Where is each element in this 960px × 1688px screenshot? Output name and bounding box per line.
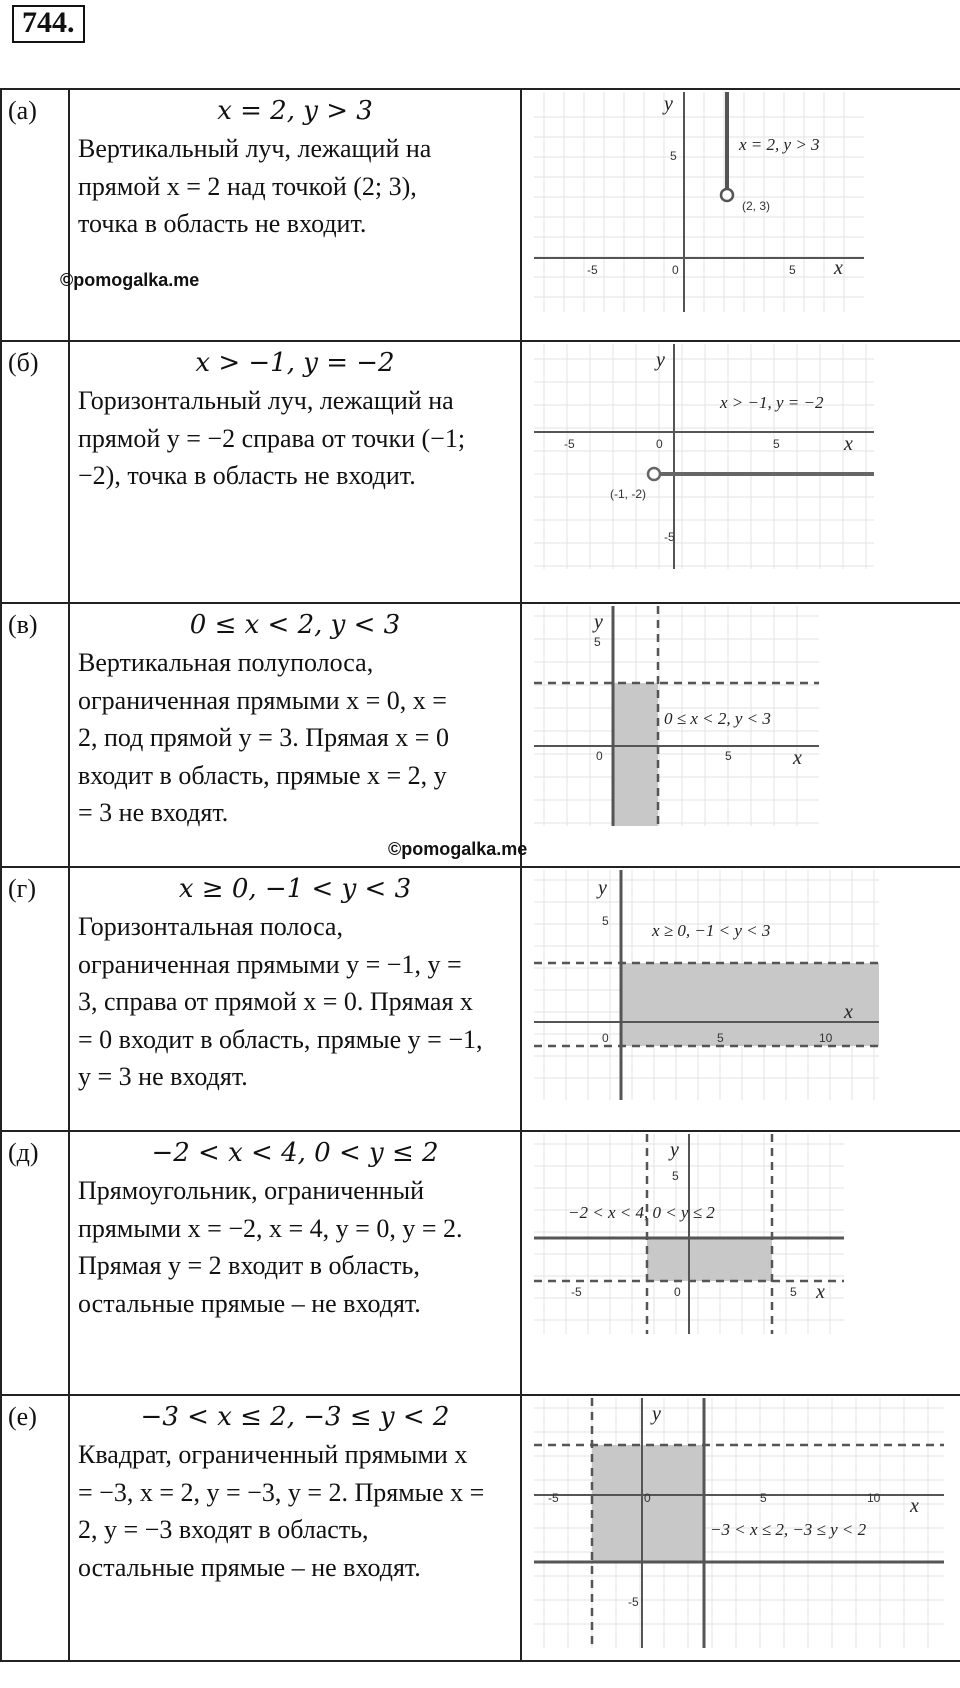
- y-axis-label: y: [670, 1139, 679, 1161]
- tick-label: 5: [670, 149, 677, 163]
- y-axis-label: y: [598, 877, 607, 899]
- x-axis-label: x: [844, 1001, 853, 1023]
- graph-caption: −3 < x ≤ 2, −3 ≤ y < 2: [710, 1520, 867, 1539]
- row-label: (е): [1, 1395, 69, 1661]
- tick-label: -5: [628, 1595, 639, 1609]
- row-label: (г): [1, 867, 69, 1131]
- row-equation: −3 < x ≤ 2, −3 ≤ y < 2: [140, 1402, 450, 1432]
- row-description: Горизонтальный луч, лежащий на прямой y = −2 справа от точки (−1; −2), точка в область не входит.: [78, 386, 466, 490]
- row-text: [69, 1395, 521, 1661]
- row-description: Квадрат, ограниченный прямыми x = −3, x = 2, y = −3, y = 2. Прямые x = 2, y = −3 входят в область, остальные прямые – не входят.: [78, 1440, 485, 1582]
- table-row: [1, 341, 960, 603]
- tick-label: 10: [819, 1031, 833, 1045]
- solutions-table: [0, 88, 960, 1662]
- row-description: Горизонтальная полоса, ограниченная прямыми y = −1, y = 3, справа от прямой x = 0. Прямая x = 0 входит в область, прямые y = −1, y = 3 не входят.: [78, 912, 483, 1091]
- tick-label: 0: [672, 263, 679, 277]
- tick-label: -5: [587, 263, 598, 277]
- tick-label: 0: [656, 437, 663, 451]
- row-text: [60, 89, 521, 341]
- tick-label: 0: [674, 1285, 681, 1299]
- x-axis-label: x: [844, 433, 853, 455]
- row-graph: [521, 89, 960, 341]
- x-axis-label: x: [793, 747, 802, 769]
- row-graph: [521, 867, 960, 1131]
- y-axis-label: y: [656, 349, 665, 371]
- graph-a: [534, 92, 864, 312]
- tick-label: 0: [602, 1031, 609, 1045]
- row-description: Прямоугольник, ограниченный прямыми x = −2, x = 4, y = 0, y = 2. Прямая y = 2 входит в область, остальные прямые – не входят.: [78, 1176, 463, 1318]
- row-label: (а): [1, 89, 69, 341]
- graph-d: [534, 870, 879, 1100]
- table-row: [1, 1395, 960, 1661]
- table-row: [1, 603, 960, 867]
- graph-caption: x = 2, y > 3: [739, 135, 820, 154]
- graph-caption: −2 < x < 4, 0 < y ≤ 2: [568, 1203, 715, 1222]
- tick-label: 5: [760, 1491, 767, 1505]
- graph-e: [534, 1134, 844, 1334]
- row-equation: x ≥ 0, −1 < y < 3: [178, 874, 412, 904]
- row-graph: [521, 1131, 960, 1395]
- tick-label: 5: [790, 1285, 797, 1299]
- row-description: Вертикальная полуполоса, ограниченная прямыми x = 0, x = 2, под прямой y = 3. Прямая x = 0 входит в область, прямые x = 2, y = 3 не входят.: [78, 648, 449, 827]
- row-description: Вертикальный луч, лежащий на прямой x = 2 над точкой (2; 3), точка в область не входит.: [78, 134, 432, 238]
- tick-label: -5: [548, 1491, 559, 1505]
- graph-caption: x ≥ 0, −1 < y < 3: [652, 921, 771, 940]
- tick-label: 0: [644, 1491, 651, 1505]
- tick-label: 5: [725, 749, 732, 763]
- point-label: (2, 3): [742, 199, 771, 213]
- row-graph: [521, 341, 960, 603]
- y-axis-label: y: [652, 1403, 661, 1425]
- graph-f: [534, 1398, 944, 1648]
- x-axis-label: x: [834, 257, 843, 279]
- row-equation: x > −1, y = −2: [195, 348, 395, 378]
- graph-c: [534, 606, 819, 826]
- tick-label: 5: [672, 1169, 679, 1183]
- tick-label: 5: [594, 635, 601, 649]
- row-label: (в): [1, 603, 69, 867]
- y-axis-label: y: [594, 611, 603, 633]
- table-row: [1, 89, 960, 341]
- tick-label: -5: [664, 530, 675, 544]
- x-axis-label: x: [816, 1281, 825, 1303]
- watermark: ©pomogalka.me: [60, 270, 200, 290]
- row-equation: 0 ≤ x < 2, y < 3: [189, 610, 401, 640]
- tick-label: 5: [789, 263, 796, 277]
- tick-label: 5: [602, 914, 609, 928]
- problem-number: 744.: [12, 5, 85, 43]
- watermark: ©pomogalka.me: [388, 839, 528, 859]
- row-text: [69, 1131, 521, 1395]
- row-equation: x = 2, y > 3: [217, 96, 373, 126]
- row-graph: [521, 1395, 960, 1661]
- table-row: [1, 867, 960, 1131]
- row-label: (д): [1, 1131, 69, 1395]
- row-label: (б): [1, 341, 69, 603]
- x-axis-label: x: [910, 1495, 919, 1517]
- tick-label: -5: [564, 437, 575, 451]
- row-text: [69, 341, 521, 603]
- y-axis-label: y: [664, 93, 673, 115]
- table-row: [1, 1131, 960, 1395]
- graph-b: [534, 344, 874, 569]
- tick-label: -5: [571, 1285, 582, 1299]
- tick-label: 0: [596, 749, 603, 763]
- row-text: [69, 603, 528, 867]
- graph-caption: x > −1, y = −2: [720, 393, 824, 412]
- row-text: [69, 867, 521, 1131]
- tick-label: 10: [867, 1491, 881, 1505]
- row-graph: [521, 603, 960, 867]
- tick-label: 5: [773, 437, 780, 451]
- row-equation: −2 < x < 4, 0 < y ≤ 2: [151, 1138, 439, 1168]
- graph-caption: 0 ≤ x < 2, y < 3: [664, 709, 771, 728]
- tick-label: 5: [717, 1031, 724, 1045]
- point-label: (-1, -2): [610, 487, 646, 501]
